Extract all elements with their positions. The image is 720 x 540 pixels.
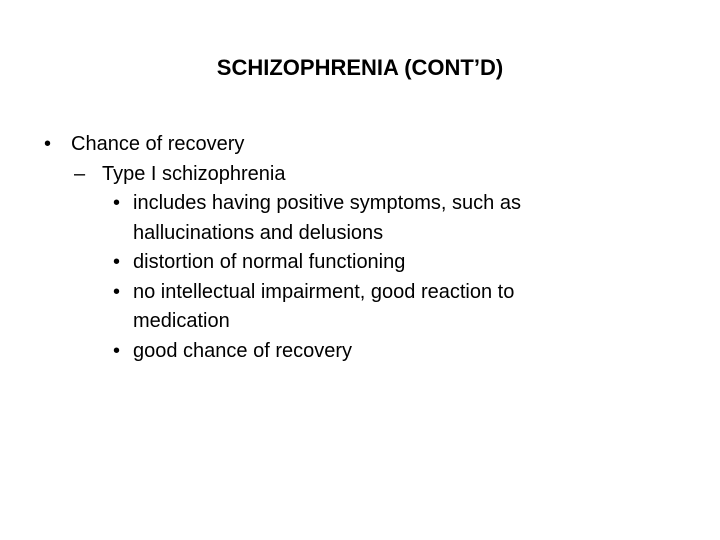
- detail-text: no intellectual impairment, good reaction to medication: [133, 280, 515, 332]
- slide-title: SCHIZOPHRENIA (CONT’D): [216, 55, 504, 80]
- bullet-marker: •: [113, 192, 121, 214]
- detail-good-chance: [0, 337, 720, 367]
- detail-text: includes having positive symptoms, such as hallucinations and delusions: [133, 192, 521, 244]
- detail-text: good chance of recovery: [133, 339, 353, 362]
- slide-body: [0, 129, 720, 366]
- bullet-marker: •: [113, 339, 121, 362]
- detail-no-impairment: [0, 278, 720, 337]
- subbullet-text: Type I schizophrenia: [102, 163, 286, 185]
- bullet-marker: •: [44, 133, 52, 155]
- bullet-text: Chance of recovery: [71, 133, 245, 155]
- bullet-marker: •: [113, 251, 121, 273]
- detail-positive-symptoms: [0, 189, 720, 248]
- detail-text: distortion of normal functioning: [133, 251, 406, 273]
- subbullet-type-i: [0, 159, 720, 189]
- bullet-chance-of-recovery: [0, 129, 720, 159]
- dash-marker: –: [74, 163, 86, 185]
- detail-distortion: [0, 248, 720, 278]
- bullet-marker: •: [113, 280, 121, 303]
